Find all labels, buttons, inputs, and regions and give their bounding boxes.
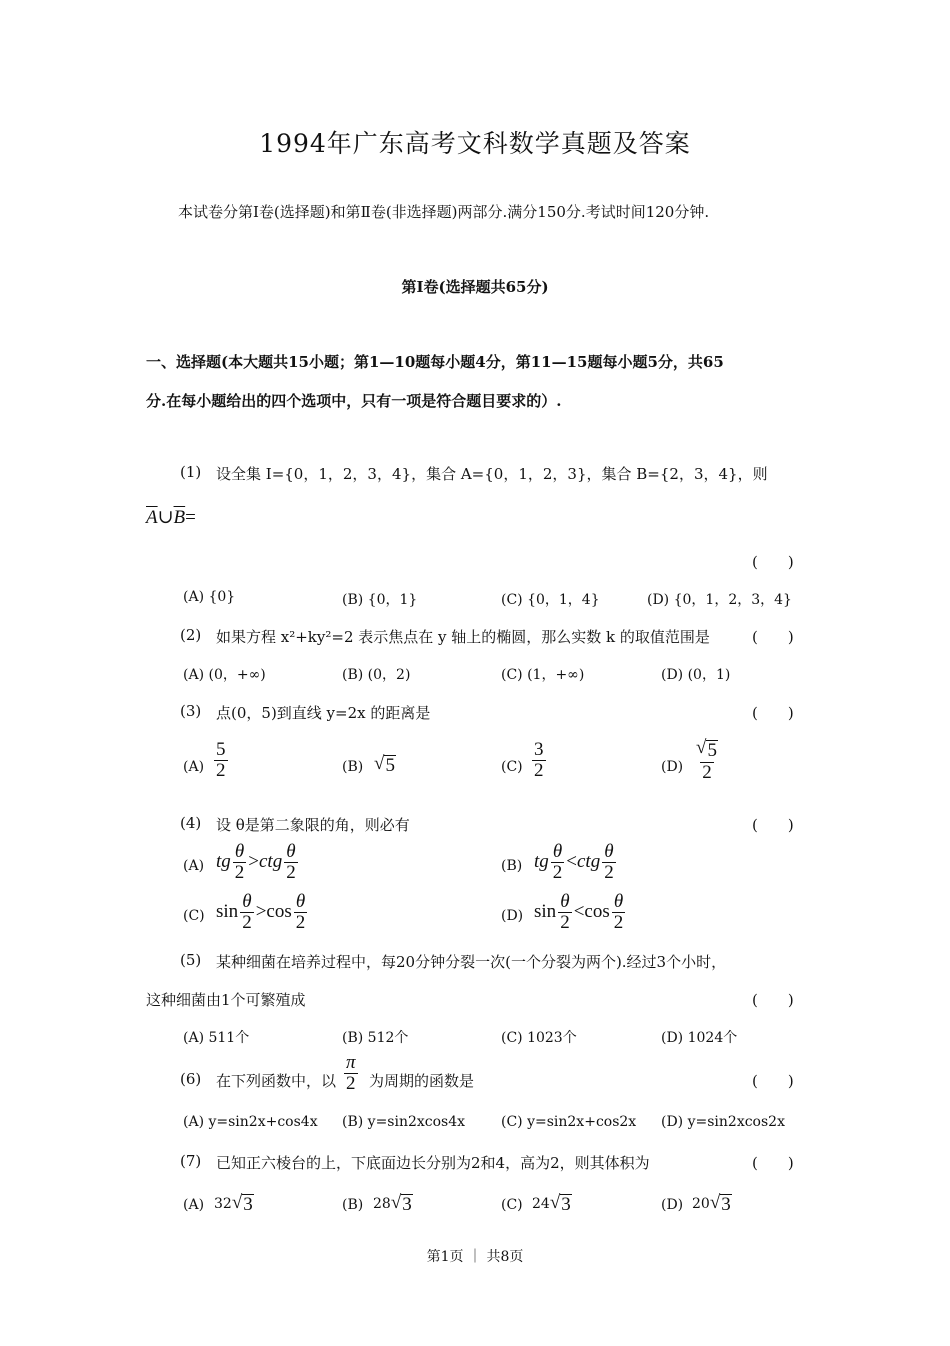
question-text-after: 为周期的函数是 — [369, 1072, 475, 1090]
option-d-label: (D) — [501, 908, 524, 924]
option-c-value: 24 √ 3 — [532, 1192, 571, 1215]
section-heading-line1: 一、选择题(本大题共15小题；第1—10题每小题4分，第11—15题每小题5分，共65 — [146, 353, 724, 371]
denominator: 2 — [242, 911, 252, 933]
numerator: θ — [234, 841, 245, 862]
question-number: (1) — [180, 463, 202, 481]
option-b-value: 28 √ 3 — [373, 1192, 412, 1215]
denominator: 2 — [346, 1072, 356, 1094]
denominator: 2 — [286, 861, 296, 883]
option-b-label: (B) — [501, 858, 523, 874]
option-d-value: 20 √ 3 — [692, 1192, 731, 1215]
denominator: 2 — [534, 759, 544, 781]
question-number: (4) — [180, 814, 202, 832]
option-a-fraction — [212, 740, 230, 781]
option-c: (C) 1023个 — [501, 1030, 577, 1046]
radicand: 5 — [707, 740, 717, 761]
complement-a: $\overline{A}$ — [146, 507, 158, 528]
option-d: (D) (0，1) — [661, 667, 731, 683]
question-text: 点(0，5)到直线 y=2x 的距离是 — [216, 704, 431, 722]
option-b: (B) 512个 — [342, 1030, 409, 1046]
function-name: tg — [216, 850, 231, 872]
option-a: (A) (0，+∞) — [183, 667, 266, 683]
option-a-value: 32 √ 3 — [214, 1192, 253, 1215]
option-c: (C) (1，+∞) — [501, 667, 585, 683]
function-name: cos — [266, 900, 292, 922]
option-c-label: (C) — [501, 759, 523, 775]
option-c-inequality — [216, 892, 309, 933]
option-a: (A) y=sin2x+cos4x — [183, 1114, 318, 1130]
coefficient: 24 — [532, 1196, 550, 1212]
option-b-label: (B) — [342, 759, 364, 775]
option-c-fraction — [530, 740, 548, 781]
denominator: 2 — [216, 759, 226, 781]
union-expression — [146, 506, 196, 529]
operator: < — [566, 850, 577, 872]
numerator: 3 — [534, 739, 544, 760]
answer-paren: ( ) — [752, 1072, 794, 1090]
numerator: 5 — [216, 739, 226, 760]
function-name: tg — [534, 850, 549, 872]
option-c-label: (C) — [501, 1197, 523, 1213]
option-d-label: (D) — [661, 759, 684, 775]
answer-paren: ( ) — [752, 1154, 794, 1172]
numerator: θ — [560, 891, 570, 912]
question-text-continued: 这种细菌由1个可繁殖成 — [146, 991, 306, 1009]
section-heading-line2: 分.在每小题给出的四个选项中，只有一项是符合题目要求的）. — [146, 392, 562, 410]
numerator: θ — [604, 841, 614, 862]
option-a: (A) 511个 — [183, 1030, 250, 1046]
operator: > — [255, 900, 267, 922]
option-a-label: (A) — [183, 759, 205, 775]
part-heading: 第Ⅰ卷(选择题共65分) — [401, 278, 549, 296]
option-a-inequality — [216, 842, 300, 883]
answer-paren: ( ) — [752, 553, 794, 571]
page-footer: 第1页 ｜ 共8页 — [426, 1249, 524, 1265]
option-a-label: (A) — [183, 858, 205, 874]
function-name: ctg — [577, 850, 601, 872]
page-title: 1994年广东高考文科数学真题及答案 — [259, 129, 691, 158]
option-b: (B) {0，1} — [342, 592, 418, 608]
option-b-sqrt: √ 5 — [374, 753, 395, 776]
complement-b: $\overline{B}$ — [173, 507, 186, 528]
option-d-fraction: √ 5 2 — [696, 737, 717, 783]
numerator: θ — [295, 891, 306, 912]
option-c-label: (C) — [183, 908, 205, 924]
period-fraction — [342, 1053, 360, 1094]
operator: < — [573, 900, 585, 922]
option-c: (C) {0，1，4} — [501, 592, 600, 608]
radicand: 3 — [721, 1194, 731, 1215]
question-text: 设 θ是第二象限的角，则必有 — [216, 816, 410, 834]
option-d-label: (D) — [661, 1197, 684, 1213]
radicand: 3 — [243, 1194, 253, 1215]
numerator: π — [346, 1052, 356, 1073]
question-text: 设全集 I={0，1，2，3，4}，集合 A={0，1，2，3}，集合 B={2，3，4}，则 — [216, 465, 768, 483]
option-b: (B) y=sin2xcos4x — [342, 1114, 466, 1130]
answer-paren: ( ) — [752, 991, 794, 1009]
answer-paren: ( ) — [752, 704, 794, 722]
denominator: 2 — [613, 911, 624, 933]
question-number: (7) — [180, 1152, 202, 1170]
question-number: (6) — [180, 1070, 202, 1088]
option-a-label: (A) — [183, 1197, 205, 1213]
denominator: 2 — [552, 861, 563, 883]
denominator: 2 — [702, 761, 712, 783]
option-d: (D) y=sin2xcos2x — [661, 1114, 785, 1130]
answer-paren: ( ) — [752, 816, 794, 834]
radicand: 5 — [385, 755, 395, 776]
option-d: (D) {0，1，2，3，4} — [647, 592, 792, 608]
denominator: 2 — [234, 861, 245, 883]
option-b-inequality — [534, 842, 618, 883]
option-b-label: (B) — [342, 1197, 364, 1213]
numerator: θ — [242, 891, 252, 912]
numerator: θ — [286, 841, 296, 862]
denominator: 2 — [604, 861, 614, 883]
question-number: (5) — [180, 951, 202, 969]
coefficient: 20 — [692, 1196, 710, 1212]
question-number: (2) — [180, 626, 202, 644]
coefficient: 32 — [214, 1196, 232, 1212]
coefficient: 28 — [373, 1196, 391, 1212]
question-text: 如果方程 x²+ky²=2 表示焦点在 y 轴上的椭圆，那么实数 k 的取值范围是 — [216, 628, 710, 646]
option-d: (D) 1024个 — [661, 1030, 738, 1046]
function-name: ctg — [259, 850, 283, 872]
denominator: 2 — [560, 911, 570, 933]
answer-paren: ( ) — [752, 628, 794, 646]
operator: > — [248, 850, 259, 872]
option-b: (B) (0，2) — [342, 667, 411, 683]
question-number: (3) — [180, 702, 202, 720]
equals-sign: = — [185, 507, 196, 528]
denominator: 2 — [295, 911, 306, 933]
numerator: θ — [552, 841, 563, 862]
intro-text: 本试卷分第Ⅰ卷(选择题)和第Ⅱ卷(非选择题)两部分.满分150分.考试时间120分钟. — [178, 203, 710, 221]
function-name: sin — [534, 900, 557, 922]
radicand: 3 — [402, 1194, 412, 1215]
numerator: θ — [613, 891, 624, 912]
question-text: 已知正六棱台的上，下底面边长分别为2和4，高为2，则其体积为 — [216, 1154, 650, 1172]
function-name: cos — [584, 900, 610, 922]
function-name: sin — [216, 900, 239, 922]
question-text: 某种细菌在培养过程中，每20分钟分裂一次(一个分裂为两个).经过3个小时， — [216, 953, 727, 971]
radicand: 3 — [561, 1194, 571, 1215]
option-c: (C) y=sin2x+cos2x — [501, 1114, 637, 1130]
question-text: 在下列函数中，以 — [216, 1072, 337, 1090]
option-d-inequality — [534, 892, 627, 933]
union-symbol: ∪ — [157, 507, 174, 528]
option-a: (A) {0} — [183, 589, 236, 605]
